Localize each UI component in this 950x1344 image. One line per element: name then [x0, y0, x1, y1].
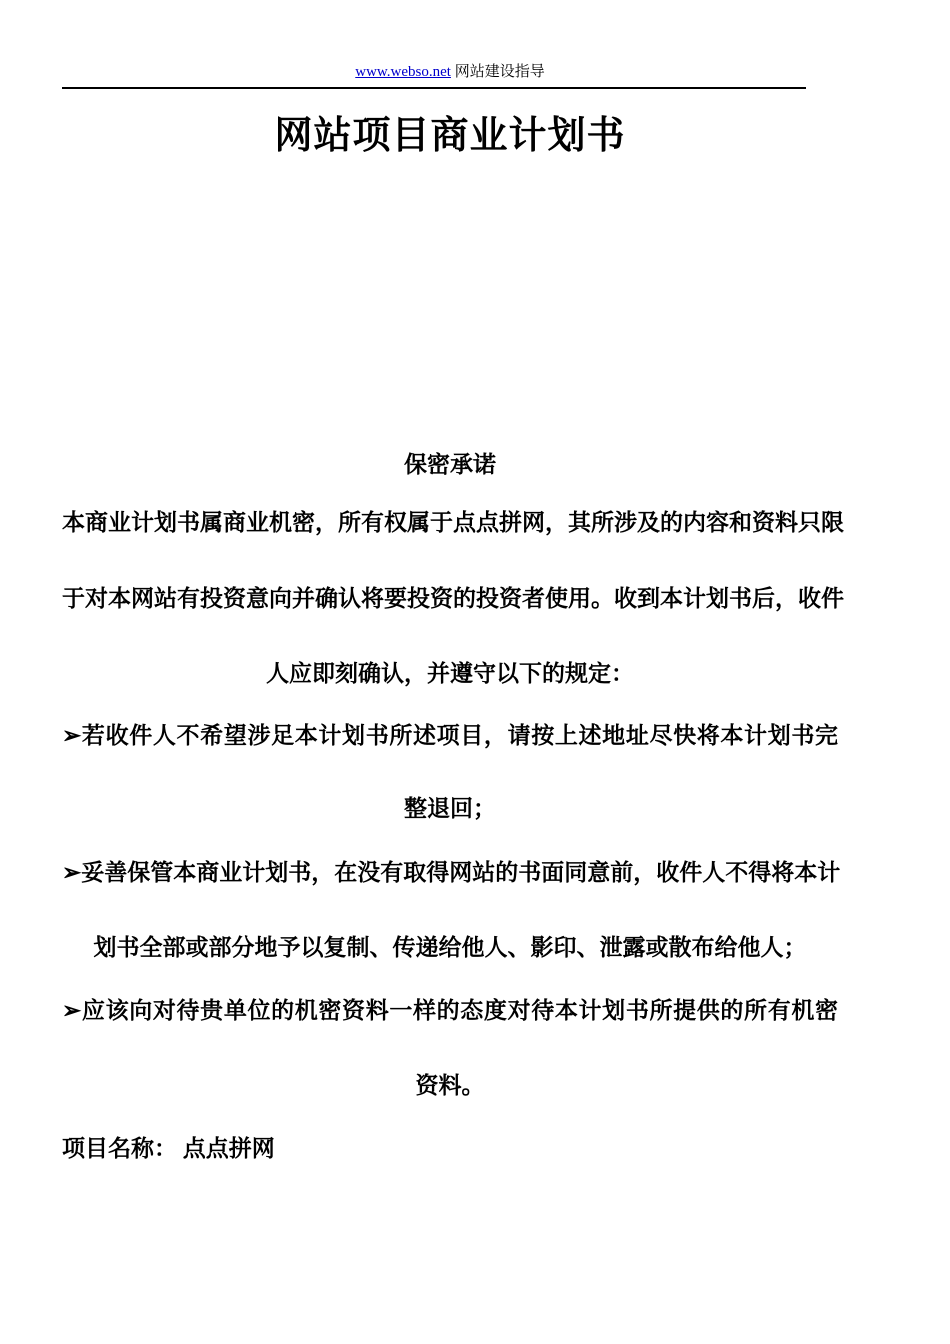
project-name-line: 项目名称： 点点拼网 [62, 1136, 275, 1161]
body-line: 划书全部或部分地予以复制、传递给他人、影印、泄露或散布给他人； [93, 935, 807, 960]
bullet-arrow-icon: ➢ [62, 998, 82, 1023]
body-line: 人应即刻确认，并遵守以下的规定： [266, 661, 634, 686]
bullet-line-text: 应该向对待贵单位的机密资料一样的态度对待本计划书所提供的所有机密 [81, 998, 838, 1023]
body-line: 资料。 [415, 1073, 485, 1098]
document-title: 网站项目商业计划书 [274, 115, 626, 157]
header-divider [62, 87, 806, 89]
bullet-line-text: 若收件人不希望涉足本计划书所述项目，请按上述地址尽快将本计划书完 [81, 723, 838, 748]
body-line: 于对本网站有投资意向并确认将要投资的投资者使用。收到本计划书后，收件 [62, 586, 844, 611]
bullet-line-text: 妥善保管本商业计划书，在没有取得网站的书面同意前，收件人不得将本计 [81, 860, 841, 885]
bullet-line [62, 855, 841, 891]
body-line: 整退回； [404, 796, 496, 821]
bullet-line [62, 993, 838, 1029]
page-header [62, 62, 838, 82]
bullet-arrow-icon: ➢ [62, 723, 82, 748]
body-line: 本商业计划书属商业机密，所有权属于点点拼网，其所涉及的内容和资料只限 [62, 510, 844, 535]
header-link[interactable]: www.webso.net [355, 64, 451, 80]
header-tagline: 网站建设指导 [450, 64, 545, 80]
bullet-arrow-icon: ➢ [62, 860, 82, 885]
bullet-line [62, 718, 838, 754]
confidentiality-heading: 保密承诺 [404, 452, 496, 477]
